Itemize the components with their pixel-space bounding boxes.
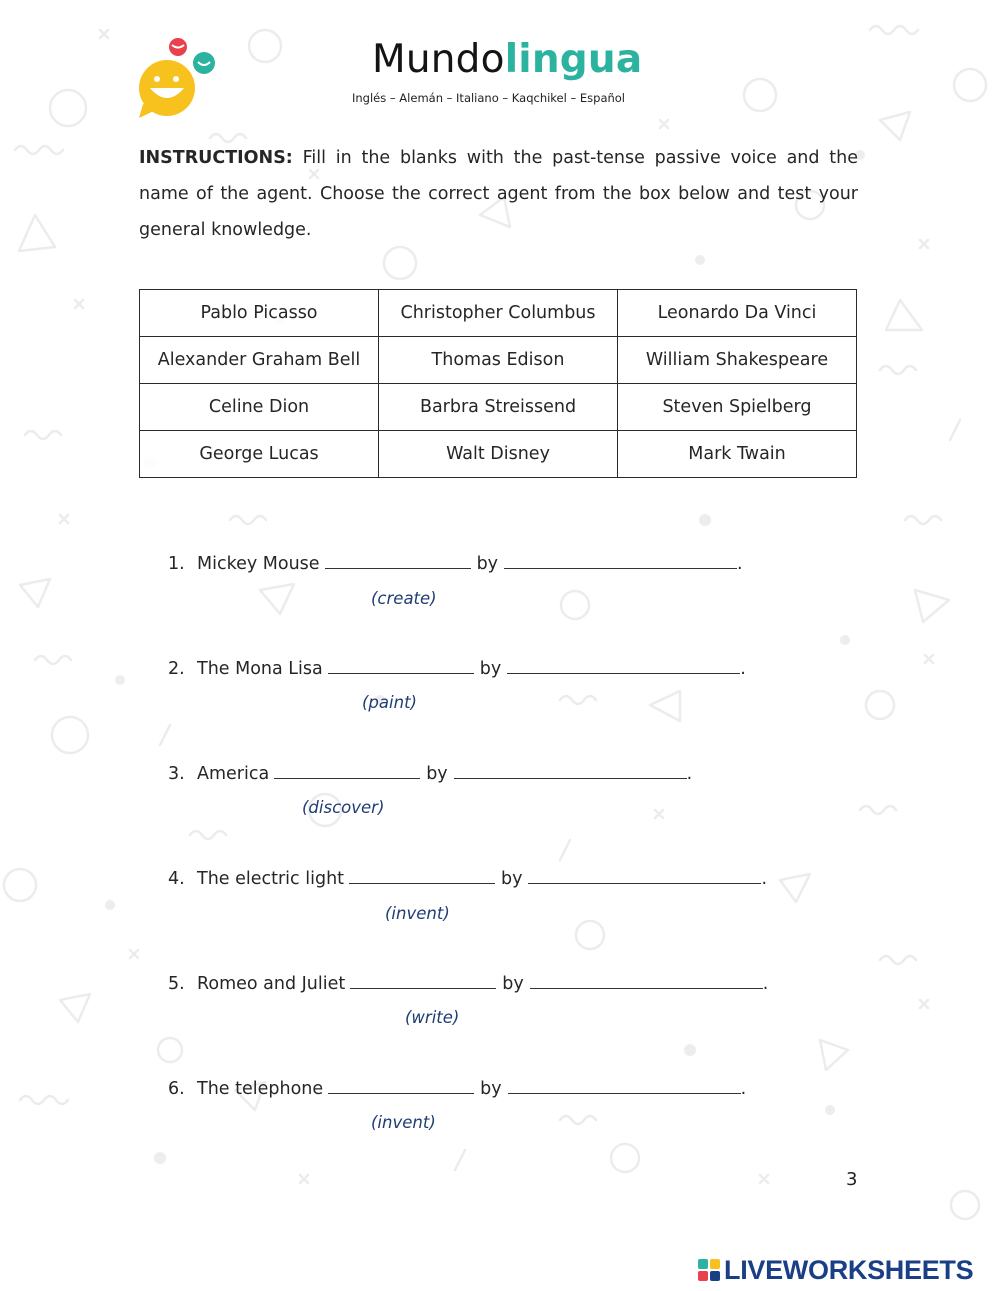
question-number: 6. [168,1079,185,1099]
verb-hint: (invent) [385,904,450,923]
instructions-paragraph [139,140,858,248]
sentence-period: . [740,659,746,679]
liveworksheets-wordmark: LIVEWORKSHEETS [724,1254,974,1285]
instructions-lead: INSTRUCTIONS: [139,148,293,168]
agents-row [140,290,857,337]
question-number: 3. [168,764,185,784]
sentence-period: . [762,974,769,994]
question-number: 5. [168,974,185,994]
question-6 [168,1079,746,1099]
brand-title-part1: Mundo [372,37,505,82]
brand-title [372,36,642,84]
question-subject: Romeo and Juliet [197,974,346,994]
question-subject: America [197,764,270,784]
verb-hint: (invent) [371,1113,436,1132]
question-3 [168,764,692,784]
verb-hint: (discover) [302,798,385,817]
question-subject: Mickey Mouse [197,554,320,574]
question-number: 1. [168,554,185,574]
sentence-period: . [686,764,693,784]
by-word: by [502,974,524,994]
page-number: 3 [846,1169,858,1190]
instructions-text: Fill in the blanks with the past-tense passive voice and the name of the agent. Choose the correct agent from the box below and test your general knowledge. [139,148,858,240]
agent-cell: Walt Disney [379,431,618,478]
question-5 [168,974,768,994]
agent-cell: Barbra Streissend [379,384,618,431]
verb-blank-input[interactable] [328,1079,474,1094]
agent-cell: Christopher Columbus [379,290,618,337]
sentence-period: . [761,869,768,889]
chat-smiley-logo-icon [134,34,224,120]
agent-cell: Steven Spielberg [618,384,857,431]
agent-cell: Leonardo Da Vinci [618,290,857,337]
verb-hint: (create) [371,589,437,608]
agent-cell: Mark Twain [618,431,857,478]
sentence-period: . [740,1079,747,1099]
liveworksheets-logo [698,1256,973,1284]
agent-cell: George Lucas [140,431,379,478]
agents-row [140,384,857,431]
by-word: by [476,554,499,574]
verb-hint: (paint) [362,693,417,712]
agent-blank-input[interactable] [508,1079,741,1094]
verb-hint: (write) [405,1008,460,1027]
agent-cell: Thomas Edison [379,337,618,384]
question-number: 4. [168,869,185,889]
verb-blank-input[interactable] [325,554,471,569]
by-word: by [426,764,448,784]
verb-blank-input[interactable] [274,764,420,779]
by-word: by [480,1079,502,1099]
agent-blank-input[interactable] [528,869,761,884]
agents-row [140,337,857,384]
question-4 [168,869,767,889]
question-subject: The electric light [197,869,345,889]
question-number: 2. [168,659,185,679]
agent-blank-input[interactable] [504,554,737,569]
agent-cell: Pablo Picasso [140,290,379,337]
liveworksheets-grid-icon [698,1259,720,1281]
agents-row [140,431,857,478]
verb-blank-input[interactable] [350,974,496,989]
question-subject: The Mona Lisa [197,659,323,679]
languages-tagline: Inglés – Alemán – Italiano – Kaqchikel – Español [352,91,626,105]
brand-title-part2: lingua [504,37,643,82]
by-word: by [501,869,523,889]
agent-blank-input[interactable] [530,974,763,989]
verb-blank-input[interactable] [328,659,474,674]
agent-cell: Alexander Graham Bell [140,337,379,384]
agent-cell: William Shakespeare [618,337,857,384]
agents-table [139,289,857,478]
question-2 [168,659,746,679]
question-1 [168,554,743,574]
verb-blank-input[interactable] [349,869,495,884]
agent-blank-input[interactable] [454,764,687,779]
sentence-period: . [737,554,743,574]
question-subject: The telephone [197,1079,324,1099]
by-word: by [479,659,502,679]
agent-cell: Celine Dion [140,384,379,431]
agent-blank-input[interactable] [507,659,740,674]
